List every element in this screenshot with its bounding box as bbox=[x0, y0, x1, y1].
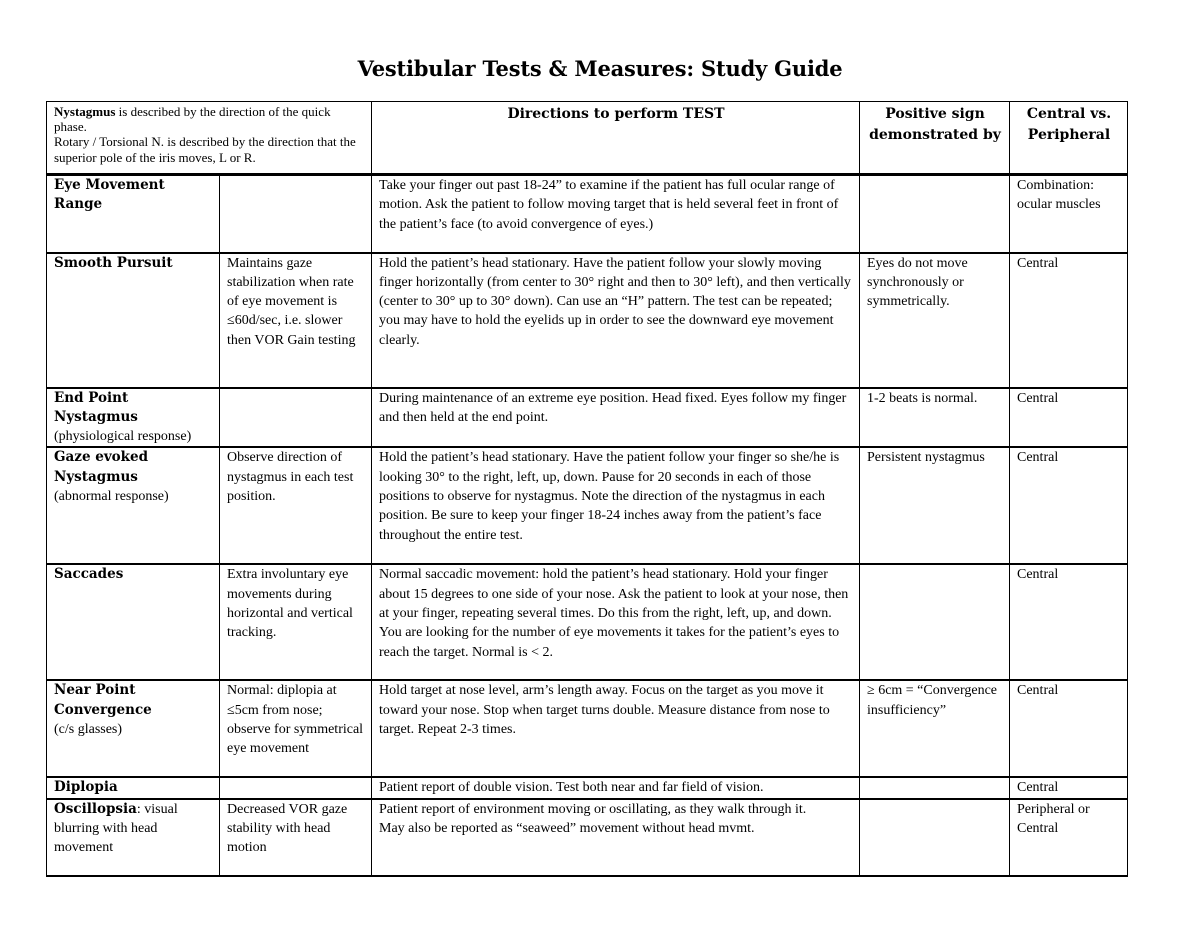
test-name-cell bbox=[47, 680, 220, 777]
test-name: Near Point Convergence bbox=[54, 682, 152, 718]
directions-cell bbox=[372, 680, 860, 777]
central-peripheral-cell bbox=[1010, 564, 1128, 680]
header-directions: Directions to perform TEST bbox=[372, 102, 860, 175]
purpose-cell bbox=[220, 680, 372, 777]
directions-cell bbox=[372, 564, 860, 680]
table-row bbox=[47, 175, 1128, 253]
central-peripheral-value: Central bbox=[1017, 780, 1059, 796]
purpose-cell bbox=[220, 253, 372, 388]
directions-text: Patient report of double vision. Test both near and far field of vision. bbox=[379, 780, 764, 796]
purpose-text: Maintains gaze stabilization when rate of eye movement is bbox=[227, 255, 354, 310]
positive-sign-cell bbox=[860, 564, 1010, 680]
table-header-row bbox=[47, 102, 1128, 175]
positive-sign-text: Persistent nystagmus bbox=[867, 450, 985, 466]
positive-sign-cell bbox=[860, 447, 1010, 564]
central-peripheral-cell bbox=[1010, 253, 1128, 388]
purpose-cell bbox=[220, 388, 372, 448]
directions-cell bbox=[372, 253, 860, 388]
purpose-cell bbox=[220, 564, 372, 680]
header-nystagmus-definition: is described by the direction of the quick phase. bbox=[54, 104, 331, 135]
directions-cell bbox=[372, 777, 860, 798]
table-row bbox=[47, 564, 1128, 680]
directions-cell bbox=[372, 799, 860, 876]
study-guide-table bbox=[46, 101, 1128, 877]
central-peripheral-cell bbox=[1010, 680, 1128, 777]
table-row bbox=[47, 388, 1128, 448]
purpose-cell bbox=[220, 777, 372, 798]
purpose-cell bbox=[220, 175, 372, 253]
central-peripheral-cell bbox=[1010, 777, 1128, 798]
header-central-peripheral: Central vs. Peripheral bbox=[1010, 102, 1128, 175]
test-name-detail: : visual blurring with head movement bbox=[54, 801, 178, 856]
directions-cell bbox=[372, 447, 860, 564]
test-name-cell bbox=[47, 799, 220, 876]
purpose-text: Normal: diplopia at bbox=[227, 683, 337, 699]
table-row bbox=[47, 680, 1128, 777]
purpose-value: 5cm from nose; observe for symmetrical eye movement bbox=[227, 702, 364, 757]
header-positive-sign: Positive sign demonstrated by bbox=[860, 102, 1010, 175]
test-name: Oscillopsia bbox=[54, 800, 137, 817]
table-row bbox=[47, 253, 1128, 388]
purpose-text: Decreased VOR gaze stability with head motion bbox=[227, 801, 348, 856]
test-name: Smooth Pursuit bbox=[54, 254, 173, 271]
test-name-cell bbox=[47, 175, 220, 253]
test-name: Saccades bbox=[54, 566, 124, 583]
header-rotary-note: Rotary / Torsional N. is described by the direction that the superior pole of the iris moves, L or R. bbox=[54, 134, 356, 165]
greater-equal-symbol bbox=[867, 683, 875, 698]
less-equal-symbol bbox=[227, 313, 235, 328]
test-name: Eye Movement Range bbox=[54, 177, 165, 213]
positive-sign-cell bbox=[860, 253, 1010, 388]
positive-sign-text: 6cm = “Convergence insufficiency” bbox=[867, 683, 998, 718]
table-row bbox=[47, 777, 1128, 798]
positive-sign-cell bbox=[860, 799, 1010, 876]
table-row bbox=[47, 799, 1128, 876]
test-name: End Point Nystagmus bbox=[54, 389, 138, 425]
purpose-cell bbox=[220, 447, 372, 564]
test-name-detail: (abnormal response) bbox=[54, 488, 169, 504]
positive-sign-cell bbox=[860, 388, 1010, 448]
directions-text: Normal saccadic movement: hold the patient’s head stationary. Hold your finger about 15 degrees to one side of your nose. Ask the patient to look at your nose, then at your finger, repeating several times. Do this from the right, left, up, and down. You are looking for the number of eye movements it takes for the patient’s eyes to reach the target. Normal is < 2. bbox=[379, 567, 849, 660]
directions-text: Take your finger out past 18-24” to examine if the patient has full ocular range of motion. Ask the patient to follow moving target that is held several feet in front of the patient’s face (to avoid convergence of eyes.) bbox=[379, 178, 839, 232]
positive-sign-cell bbox=[860, 680, 1010, 777]
test-name-detail: (physiological response) bbox=[54, 429, 192, 445]
page-title: Vestibular Tests & Measures: Study Guide bbox=[357, 56, 843, 81]
test-name-cell bbox=[47, 388, 220, 448]
purpose-text: Observe direction of nystagmus in each test position. bbox=[227, 450, 354, 504]
purpose-text: Extra involuntary eye movements during horizontal and vertical tracking. bbox=[227, 567, 353, 641]
central-peripheral-value: Central bbox=[1017, 683, 1059, 699]
directions-text: Patient report of environment moving or oscillating, as they walk through it. bbox=[379, 801, 807, 817]
test-name-cell bbox=[47, 777, 220, 798]
positive-sign-cell bbox=[860, 777, 1010, 798]
central-peripheral-cell bbox=[1010, 799, 1128, 876]
central-peripheral-cell bbox=[1010, 175, 1128, 253]
directions-text: Hold the patient’s head stationary. Have the patient follow your slowly moving finger horizontally (from center to 30° right and then to 30° left), and then vertically (center to 30° up to 30° down). Can use an “H” pattern. The test can be repeated; you may have to hold the eyelids up in order to see the downward eye movement clearly. bbox=[379, 255, 851, 348]
header-nystagmus-term: Nystagmus bbox=[54, 104, 116, 119]
central-peripheral-value: Central bbox=[1017, 450, 1059, 466]
directions-text: Hold the patient’s head stationary. Have the patient follow your finger so she/he is looking 30° to the right, left, up, down. Pause for 20 seconds in each of those positions to observe for nystagmus. Note the direction of the nystagmus in each position. Be sure to keep your finger 18-24 inches away from the patient’s face throughout the entire test. bbox=[379, 450, 840, 543]
test-name-cell bbox=[47, 564, 220, 680]
header-nystagmus-note bbox=[47, 102, 372, 175]
purpose-value: 60d/sec, i.e. slower then VOR Gain testing bbox=[227, 313, 356, 348]
central-peripheral-value: Peripheral or Central bbox=[1017, 801, 1090, 836]
test-name-detail: (c/s glasses) bbox=[54, 721, 123, 737]
central-peripheral-cell bbox=[1010, 388, 1128, 448]
directions-text: May also be reported as “seaweed” movement without head mvmt. bbox=[379, 820, 755, 836]
central-peripheral-cell bbox=[1010, 447, 1128, 564]
central-peripheral-value: Central bbox=[1017, 567, 1059, 583]
directions-cell bbox=[372, 175, 860, 253]
test-name: Diplopia bbox=[54, 779, 118, 796]
directions-cell bbox=[372, 388, 860, 448]
table-row bbox=[47, 447, 1128, 564]
directions-text: Hold target at nose level, arm’s length away. Focus on the target as you move it toward your nose. Stop when target turns double. Measure distance from nose to target. Repeat 2-3 times. bbox=[379, 683, 830, 737]
positive-sign-text: Eyes do not move synchronously or symmetrically. bbox=[867, 255, 968, 310]
test-name-cell bbox=[47, 253, 220, 388]
central-peripheral-value: Central bbox=[1017, 390, 1059, 406]
positive-sign-text: 1-2 beats is normal. bbox=[867, 390, 978, 406]
central-peripheral-value: Combination: ocular muscles bbox=[1017, 178, 1101, 213]
test-name: Gaze evoked Nystagmus bbox=[54, 449, 149, 485]
less-equal-symbol bbox=[227, 703, 235, 718]
positive-sign-cell bbox=[860, 175, 1010, 253]
purpose-cell bbox=[220, 799, 372, 876]
directions-text: During maintenance of an extreme eye position. Head fixed. Eyes follow my finger and then held at the end point. bbox=[379, 390, 847, 425]
central-peripheral-value: Central bbox=[1017, 255, 1059, 271]
test-name-cell bbox=[47, 447, 220, 564]
